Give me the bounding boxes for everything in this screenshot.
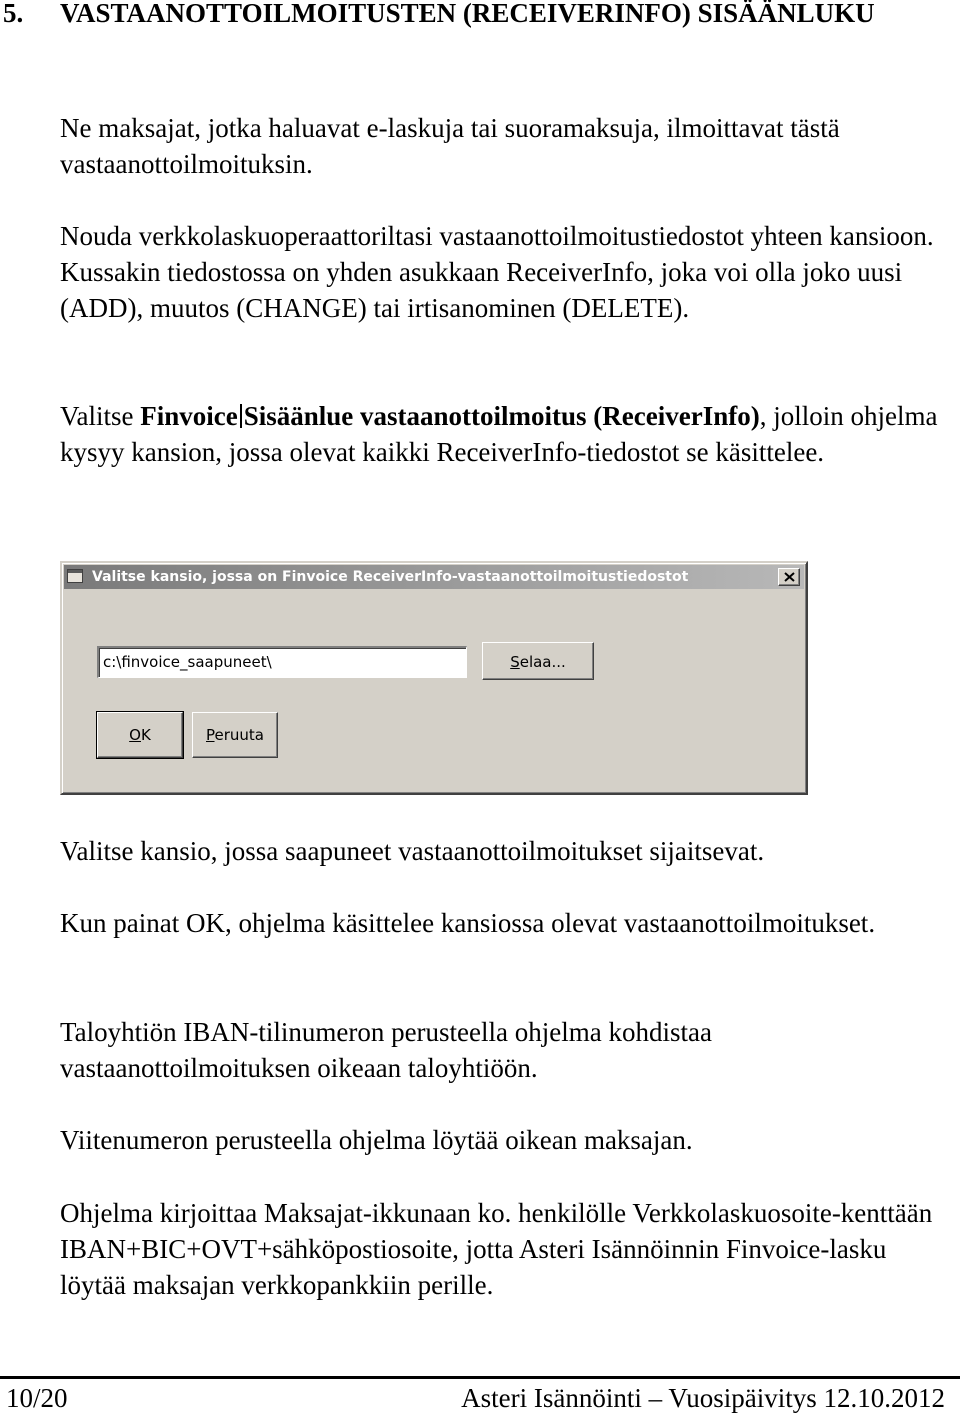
paragraph-iban-matching: Taloyhtiön IBAN-tilinumeron perusteella ohjelma kohdistaa vastaanottoilmoituksen oikeaan taloyhtiöön. [60, 1017, 712, 1083]
dialog-titlebar [64, 565, 804, 589]
paragraph-intro: Ne maksajat, jotka haluavat e-laskuja tai suoramaksuja, ilmoittavat tästä vastaanottoilmoituksin. [60, 113, 840, 179]
paragraph-select-prefix: Valitse [60, 401, 141, 431]
page-number: 10/20 [6, 1383, 68, 1413]
paragraph-payer-window: Ohjelma kirjoittaa Maksajat-ikkunaan ko. henkilölle Verkkolaskuosoite-kenttään IBAN+BIC+OVT+sähköpostiosoite, jotta Asteri Isännöinnin Finvoice-lasku löytää maksajan verkkopankkiin perille. [60, 1198, 933, 1300]
browse-button[interactable] [482, 642, 594, 680]
ok-button[interactable] [97, 712, 183, 758]
menu-import-receiverinfo: Sisäänlue vastaanottoilmoitus (ReceiverInfo) [243, 401, 760, 431]
paragraph-fetch-files: Nouda verkkolaskuoperaattoriltasi vastaanottoilmoitustiedostot yhteen kansioon. Kussakin tiedostossa on yhden asukkaan ReceiverInfo, joka voi olla joko uusi (ADD), muutos (CHANGE) tai irtisanominen (DELETE). [60, 221, 934, 323]
menu-finvoice: Finvoice [140, 401, 238, 431]
menu-separator [240, 404, 242, 428]
folder-path-input[interactable]: c:\finvoice_saapuneet\ [97, 646, 467, 678]
paragraph-select-menu [60, 398, 956, 470]
close-icon [784, 572, 795, 582]
browse-button-accel: S [510, 653, 520, 671]
cancel-button[interactable] [192, 712, 278, 758]
folder-select-dialog [60, 561, 808, 795]
paragraph-press-ok: Kun painat OK, ohjelma käsittelee kansiossa olevat vastaanottoilmoitukset. [60, 908, 876, 938]
ok-button-accel: O [129, 726, 141, 744]
paragraph-choose-folder: Valitse kansio, jossa saapuneet vastaanottoilmoitukset sijaitsevat. [60, 836, 765, 866]
document-footer-title: Asteri Isännöinti – Vuosipäivitys 12.10.2012 [461, 1383, 945, 1413]
browse-button-label: elaa... [519, 653, 566, 671]
paragraph-reference-number: Viitenumeron perusteella ohjelma löytää oikean maksajan. [60, 1125, 693, 1155]
cancel-button-label: eruuta [214, 726, 264, 744]
window-icon [67, 569, 83, 583]
close-button[interactable] [778, 568, 800, 586]
dialog-title: Valitse kansio, jossa on Finvoice ReceiverInfo-vastaanottoilmoitustiedostot [92, 569, 689, 585]
cancel-button-accel: P [206, 726, 215, 744]
footer-divider [0, 1376, 960, 1379]
ok-button-label: K [140, 726, 151, 744]
paragraph-select-suffix: , jolloin ohjelma kysyy kansion, jossa olevat kaikki ReceiverInfo-tiedostot se käsittelee. [60, 401, 938, 467]
section-title: VASTAANOTTOILMOITUSTEN (RECEIVERINFO) SISÄÄNLUKU [60, 0, 875, 28]
section-number: 5. [3, 0, 24, 28]
